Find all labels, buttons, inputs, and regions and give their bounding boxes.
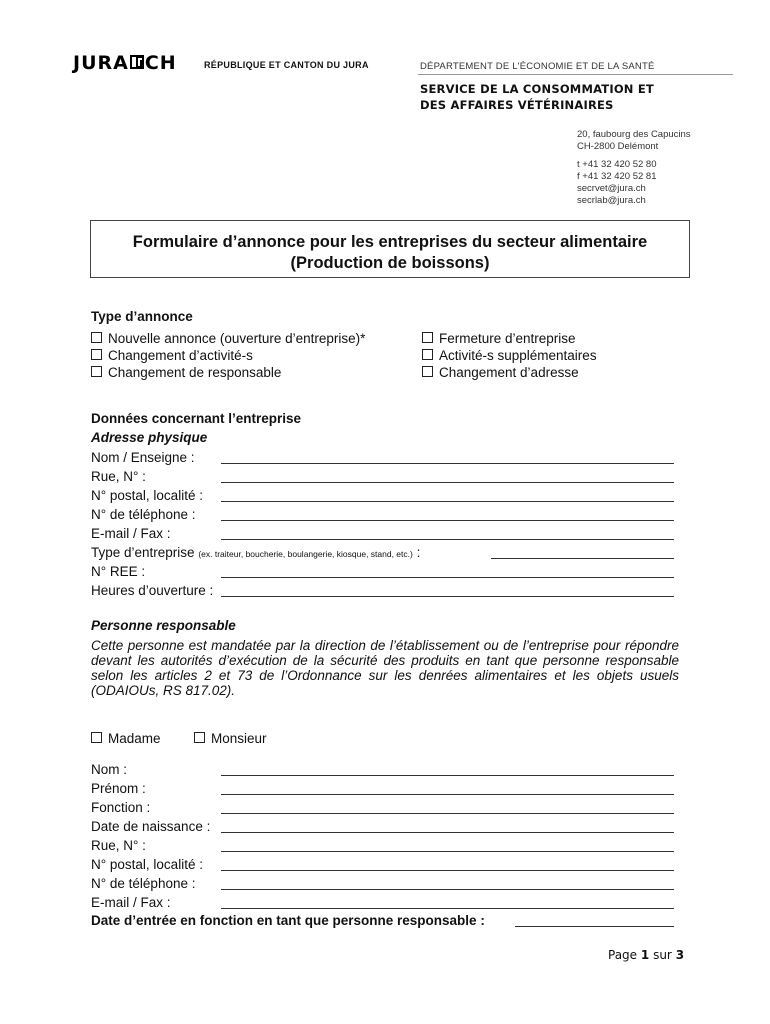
- field-label: N° de téléphone :: [91, 876, 196, 891]
- checkbox-box[interactable]: [422, 366, 433, 377]
- service-line-2: DES AFFAIRES VÉTÉRINAIRES: [420, 98, 614, 112]
- address-line: CH-2800 Delémont: [577, 141, 659, 152]
- field-line[interactable]: [221, 501, 674, 502]
- field-resp-naissance[interactable]: [91, 819, 674, 837]
- field-telephone[interactable]: [91, 507, 674, 525]
- field-line[interactable]: [221, 596, 674, 597]
- field-resp-rue[interactable]: [91, 838, 674, 856]
- field-label: Heures d’ouverture :: [91, 583, 214, 598]
- field-line[interactable]: [221, 851, 674, 852]
- checkbox-box[interactable]: [194, 732, 205, 743]
- address-line: 20, faubourg des Capucins: [577, 129, 691, 140]
- checkbox-label: Changement d’adresse: [439, 365, 579, 380]
- canton-label: RÉPUBLIQUE ET CANTON DU JURA: [204, 60, 369, 70]
- field-postal-localite[interactable]: [91, 488, 674, 506]
- type-entreprise-label: Type d’entreprise: [91, 545, 195, 560]
- header-divider: [418, 74, 733, 75]
- field-resp-fonction[interactable]: [91, 800, 674, 818]
- field-line[interactable]: [221, 463, 674, 464]
- field-label: N° de téléphone :: [91, 507, 196, 522]
- type-entreprise-example: (ex. traiteur, boucherie, boulangerie, kiosque, stand, etc.): [198, 549, 413, 559]
- checkbox-label: Madame: [108, 731, 161, 746]
- form-title-box: [90, 220, 690, 278]
- checkbox-label: Monsieur: [211, 731, 267, 746]
- checkbox-box[interactable]: [91, 349, 102, 360]
- adresse-physique-subheading: Adresse physique: [91, 430, 208, 445]
- field-line[interactable]: [221, 794, 674, 795]
- total-pages: 3: [675, 948, 685, 962]
- department-label: DÉPARTEMENT DE L'ÉCONOMIE ET DE LA SANTÉ: [420, 61, 655, 72]
- type-entreprise-colon: :: [416, 545, 421, 560]
- field-date-entree[interactable]: [91, 913, 674, 931]
- address-phone: t +41 32 420 52 80: [577, 159, 657, 170]
- of-word: sur: [653, 948, 672, 962]
- type-annonce-heading: Type d’annonce: [91, 309, 193, 324]
- field-line[interactable]: [221, 520, 674, 521]
- checkbox-fermeture[interactable]: [422, 331, 576, 346]
- field-line[interactable]: [221, 908, 674, 909]
- checkbox-label: Changement d’activité-s: [108, 348, 253, 363]
- field-label: Fonction :: [91, 800, 151, 815]
- field-line[interactable]: [221, 870, 674, 871]
- checkbox-nouvelle-annonce[interactable]: [91, 331, 365, 346]
- checkbox-box[interactable]: [91, 332, 102, 343]
- responsable-heading: Personne responsable: [91, 618, 236, 633]
- field-email-fax[interactable]: [91, 526, 674, 544]
- field-label: N° REE :: [91, 564, 146, 579]
- checkbox-changement-responsable[interactable]: [91, 365, 281, 380]
- checkbox-changement-activite[interactable]: [91, 348, 253, 363]
- field-label: Date d’entrée en fonction en tant que personne responsable :: [91, 913, 485, 928]
- form-subtitle: (Production de boissons): [290, 254, 490, 272]
- service-name: [420, 81, 654, 113]
- form-title: Formulaire d’annonce pour les entreprises du secteur alimentaire: [132, 233, 648, 251]
- checkbox-box[interactable]: [91, 732, 102, 743]
- address-email: secrvet@jura.ch: [577, 183, 646, 194]
- checkbox-label: Fermeture d’entreprise: [439, 331, 576, 346]
- service-address: [577, 129, 691, 207]
- field-resp-telephone[interactable]: [91, 876, 674, 894]
- field-label: Rue, N° :: [91, 469, 146, 484]
- jura-ch-logo: [73, 53, 177, 73]
- service-line-1: SERVICE DE LA CONSOMMATION ET: [420, 82, 654, 96]
- field-label: N° postal, localité :: [91, 857, 203, 872]
- field-label: Rue, N° :: [91, 838, 146, 853]
- checkbox-changement-adresse[interactable]: [422, 365, 579, 380]
- field-line[interactable]: [515, 926, 674, 927]
- field-label: E-mail / Fax :: [91, 526, 171, 541]
- checkbox-label: Nouvelle annonce (ouverture d’entreprise)*: [108, 331, 366, 346]
- field-line[interactable]: [221, 813, 674, 814]
- field-heures-ouverture[interactable]: [91, 583, 674, 601]
- field-type-entreprise[interactable]: [91, 545, 674, 563]
- logo-text-right: CH: [144, 52, 177, 74]
- field-resp-postal[interactable]: [91, 857, 674, 875]
- field-label: Date de naissance :: [91, 819, 211, 834]
- checkbox-label: Changement de responsable: [108, 365, 282, 380]
- field-line[interactable]: [221, 539, 674, 540]
- field-label: N° postal, localité :: [91, 488, 203, 503]
- field-resp-prenom[interactable]: [91, 781, 674, 799]
- field-line[interactable]: [221, 889, 674, 890]
- field-resp-nom[interactable]: [91, 762, 674, 780]
- field-line[interactable]: [221, 577, 674, 578]
- responsable-description: Cette personne est mandatée par la direction de l’établissement ou de l’entreprise pour répondre devant les autorités d’exécution de la sécurité des produits en tant que personne responsable selon les articles 2 et 73 de l’Ordonnance sur les denrées alimentaires et les objets usuels (ODAIOUs, RS 817.02).: [91, 638, 679, 698]
- checkbox-box[interactable]: [91, 366, 102, 377]
- field-label: Prénom :: [91, 781, 146, 796]
- page-number: [608, 948, 684, 962]
- address-fax: f +41 32 420 52 81: [577, 171, 657, 182]
- address-email: secrlab@jura.ch: [577, 195, 646, 206]
- checkbox-label: Activité-s supplémentaires: [439, 348, 597, 363]
- checkbox-madame[interactable]: [91, 731, 161, 746]
- field-label: E-mail / Fax :: [91, 895, 171, 910]
- field-resp-email[interactable]: [91, 895, 674, 913]
- field-nom-enseigne[interactable]: [91, 450, 674, 468]
- logo-text-left: JURA: [73, 52, 129, 74]
- field-label: Nom / Enseigne :: [91, 450, 195, 465]
- current-page: 1: [640, 948, 650, 962]
- page-word: Page: [608, 948, 638, 962]
- field-line[interactable]: [221, 775, 674, 776]
- checkbox-monsieur[interactable]: [194, 731, 267, 746]
- field-line[interactable]: [221, 482, 674, 483]
- field-label: [91, 545, 420, 560]
- canton-emblem-icon: [130, 55, 144, 69]
- field-ree[interactable]: [91, 564, 674, 582]
- checkbox-box[interactable]: [422, 349, 433, 360]
- field-line[interactable]: [221, 832, 674, 833]
- checkbox-activites-supplementaires[interactable]: [422, 348, 597, 363]
- checkbox-box[interactable]: [422, 332, 433, 343]
- field-line[interactable]: [491, 558, 674, 559]
- field-label: Nom :: [91, 762, 128, 777]
- entreprise-heading: Données concernant l’entreprise: [91, 411, 302, 426]
- field-rue[interactable]: [91, 469, 674, 487]
